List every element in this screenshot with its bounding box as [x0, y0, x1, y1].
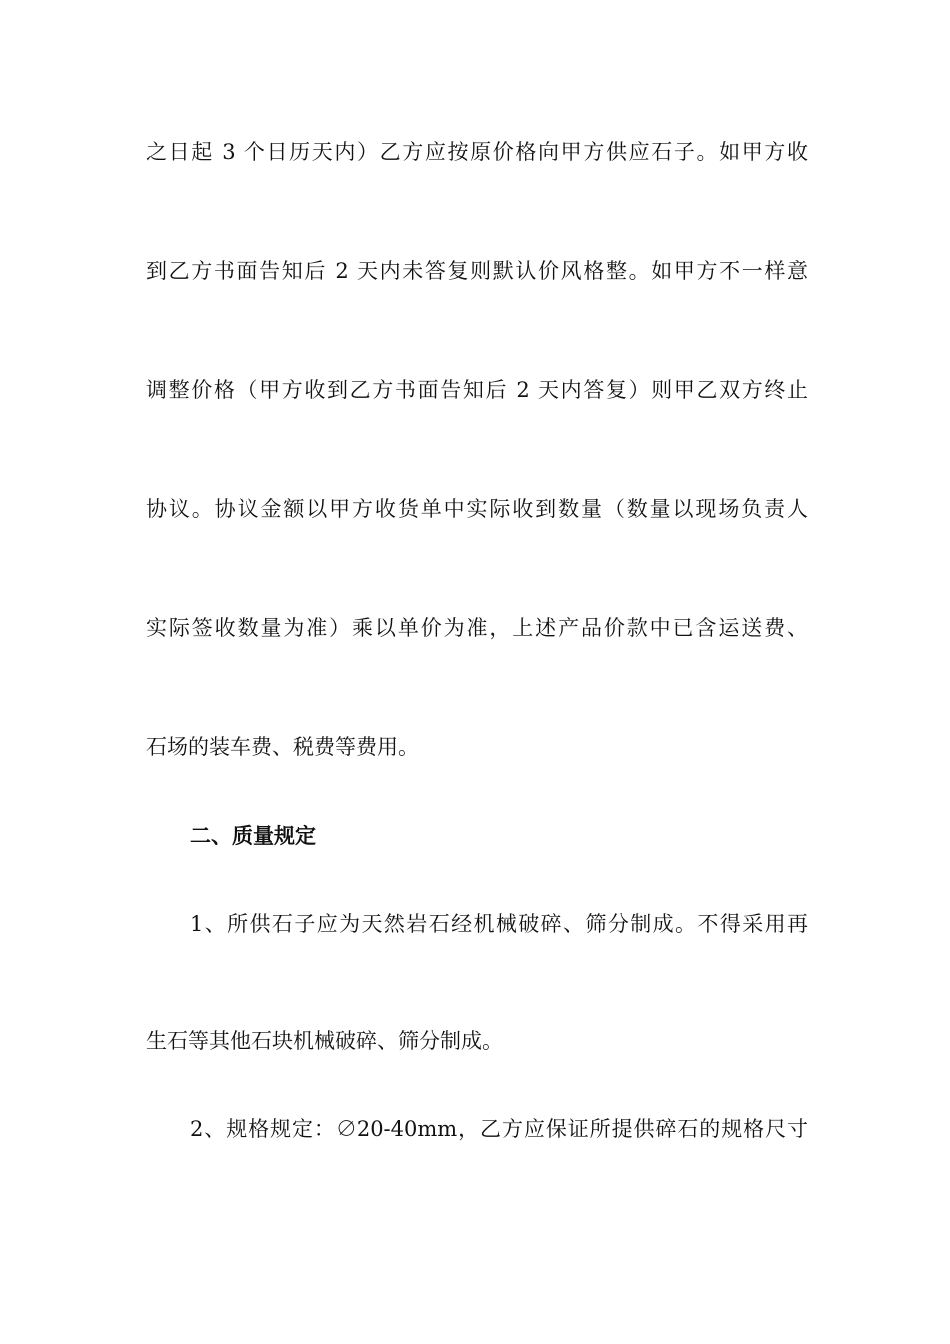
item-1-line: 生石等其他石块机械破碎、筛分制成。	[146, 1029, 503, 1053]
paragraph-line: 协议。协议金额以甲方收货单中实际收到数量（数量以现场负责人	[146, 497, 808, 521]
paragraph-line: 调整价格（甲方收到乙方书面告知后 2 天内答复）则甲乙双方终止	[146, 378, 808, 402]
item-1-line: 1、所供石子应为天然岩石经机械破碎、筛分制成。不得采用再	[190, 912, 808, 936]
paragraph-line: 之日起 3 个日历天内）乙方应按原价格向甲方供应石子。如甲方收	[146, 140, 808, 164]
item-2-line: 2、规格规定：∅20-40mm，乙方应保证所提供碎石的规格尺寸	[190, 1117, 808, 1141]
paragraph-line: 石场的装车费、税费等费用。	[146, 735, 419, 759]
section-heading: 二、质量规定	[190, 823, 316, 848]
paragraph-line: 到乙方书面告知后 2 天内未答复则默认价风格整。如甲方不一样意	[146, 259, 808, 283]
paragraph-line: 实际签收数量为准）乘以单价为准，上述产品价款中已含运送费、	[146, 616, 808, 640]
